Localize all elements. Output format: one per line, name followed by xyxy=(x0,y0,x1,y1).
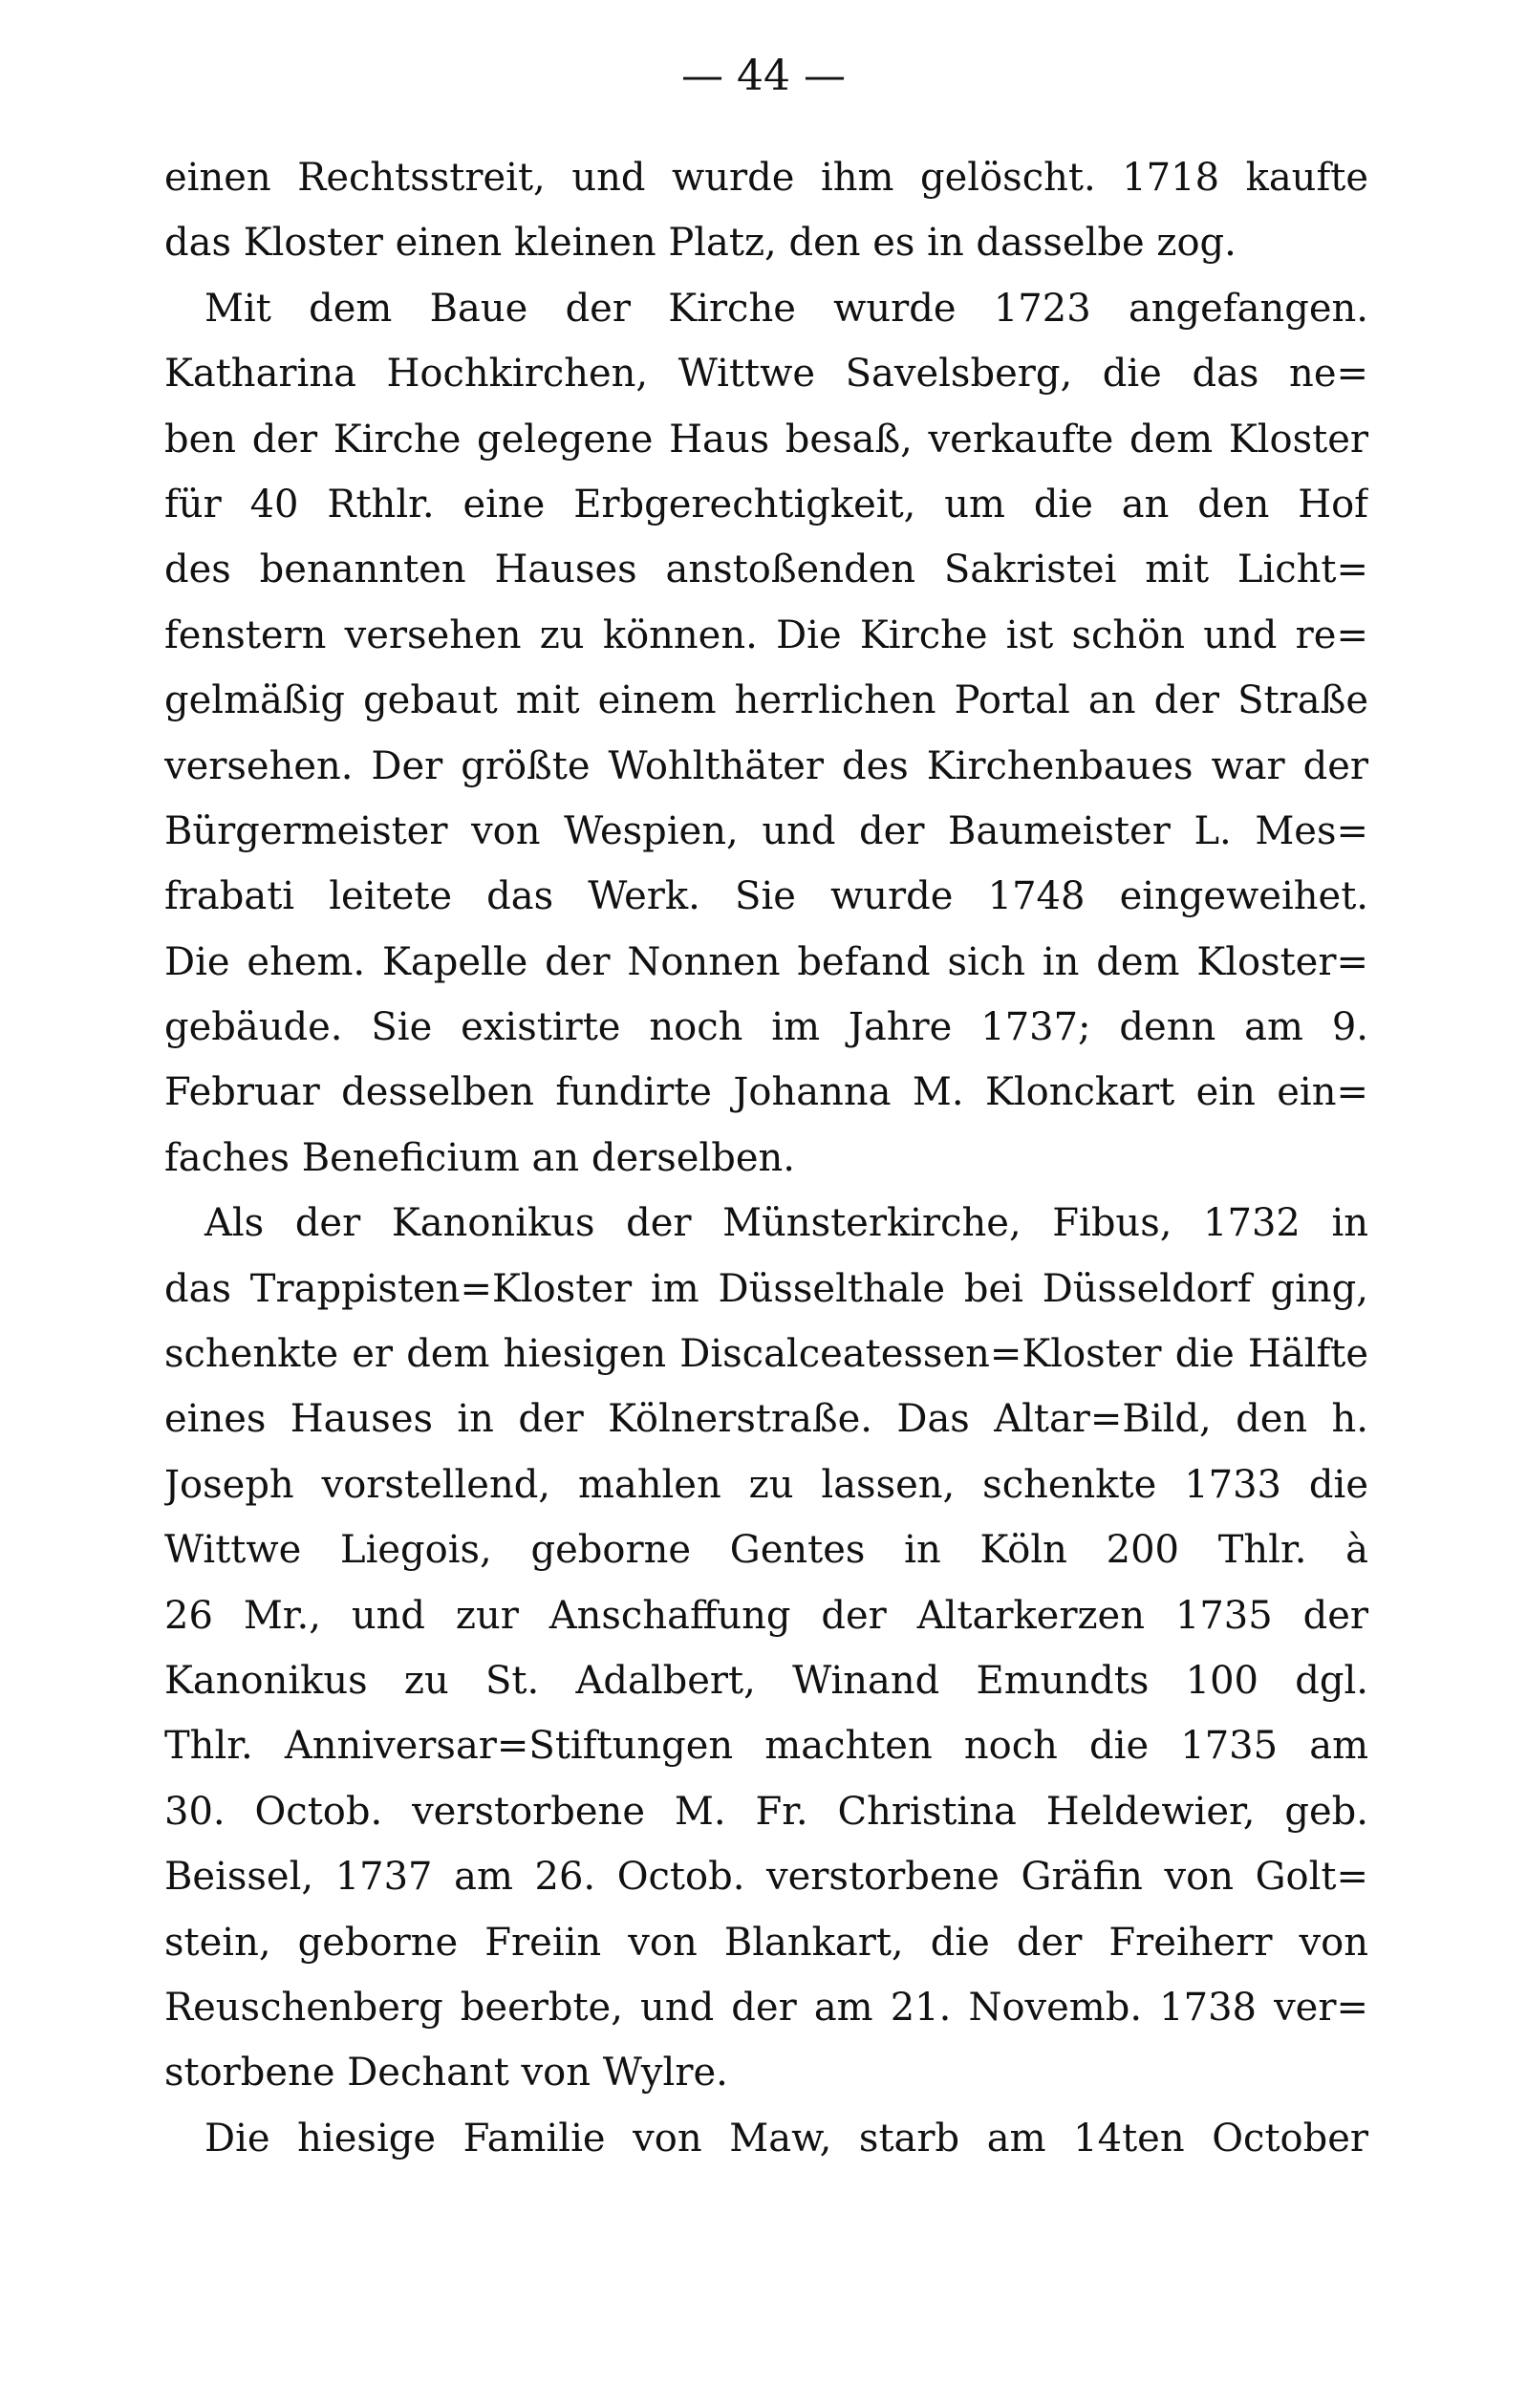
text-line: ben der Kirche gelegene Haus besaß, verkaufte dem Kloster xyxy=(164,417,1368,462)
text-line: eines Hauses in der Kölnerstraße. Das Altar=Bild, den h. xyxy=(164,1397,1368,1442)
text-line: des benannten Hauses anstoßenden Sakristei mit Licht= xyxy=(164,548,1368,592)
text-line: schenkte er dem hiesigen Discalceatessen=Kloster die Hälfte xyxy=(164,1332,1368,1377)
text-line: gelmäßig gebaut mit einem herrlichen Portal an der Straße xyxy=(164,678,1368,723)
text-line: Joseph vorstellend, mahlen zu lassen, schenkte 1733 die xyxy=(164,1462,1368,1507)
text-line: Mit dem Baue der Kirche wurde 1723 angefangen. xyxy=(204,286,1368,331)
body-text xyxy=(164,145,1368,2171)
text-line: frabati leitete das Werk. Sie wurde 1748 eingeweihet. xyxy=(164,874,1368,919)
text-line: das Kloster einen kleinen Platz, den es in dasselbe zog. xyxy=(164,221,1237,266)
text-line: das Trappisten=Kloster im Düsselthale bei Düsseldorf ging, xyxy=(164,1266,1368,1311)
text-line: stein, geborne Freiin von Blankart, die der Freiherr von xyxy=(164,1920,1368,1965)
text-line: faches Beneficium an derselben. xyxy=(164,1135,795,1180)
text-line: Bürgermeister von Wespien, und der Baumeister L. Mes= xyxy=(164,808,1368,853)
text-line: für 40 Rthlr. eine Erbgerechtigkeit, um die an den Hof xyxy=(164,482,1368,527)
text-line: gebäude. Sie existirte noch im Jahre 1737; denn am 9. xyxy=(164,1005,1368,1050)
text-line: Wittwe Liegois, geborne Gentes in Köln 200 Thlr. à xyxy=(164,1528,1368,1573)
text-line: Reuschenberg beerbte, und der am 21. Novemb. 1738 ver= xyxy=(164,1985,1368,2030)
text-line: 30. Octob. verstorbene M. Fr. Christina Heldewier, geb. xyxy=(164,1789,1368,1834)
text-line: versehen. Der größte Wohlthäter des Kirchenbaues war der xyxy=(164,743,1368,788)
page-number: — 44 — xyxy=(681,52,846,100)
text-line: fenstern versehen zu können. Die Kirche ist schön und re= xyxy=(164,613,1368,657)
text-line: einen Rechtsstreit, und wurde ihm gelöscht. 1718 kaufte xyxy=(164,156,1368,200)
text-line: Die hiesige Familie von Maw, starb am 14ten October xyxy=(204,2116,1368,2161)
text-line: Kanonikus zu St. Adalbert, Winand Emundts 100 dgl. xyxy=(164,1658,1368,1703)
text-line: 26 Mr., und zur Anschaffung der Altarkerzen 1735 der xyxy=(164,1593,1368,1638)
text-line: storbene Dechant von Wylre. xyxy=(164,2051,728,2096)
text-line: Thlr. Anniversar=Stiftungen machten noch die 1735 am xyxy=(164,1724,1368,1769)
text-line: Katharina Hochkirchen, Wittwe Savelsberg, die das ne= xyxy=(164,352,1368,397)
text-line: Februar desselben fundirte Johanna M. Klonckart ein ein= xyxy=(164,1070,1368,1115)
text-line: Beissel, 1737 am 26. Octob. verstorbene Gräfin von Golt= xyxy=(164,1855,1368,1900)
text-line: Die ehem. Kapelle der Nonnen befand sich in dem Kloster= xyxy=(164,939,1368,984)
text-line: Als der Kanonikus der Münsterkirche, Fibus, 1732 in xyxy=(204,1201,1368,1246)
